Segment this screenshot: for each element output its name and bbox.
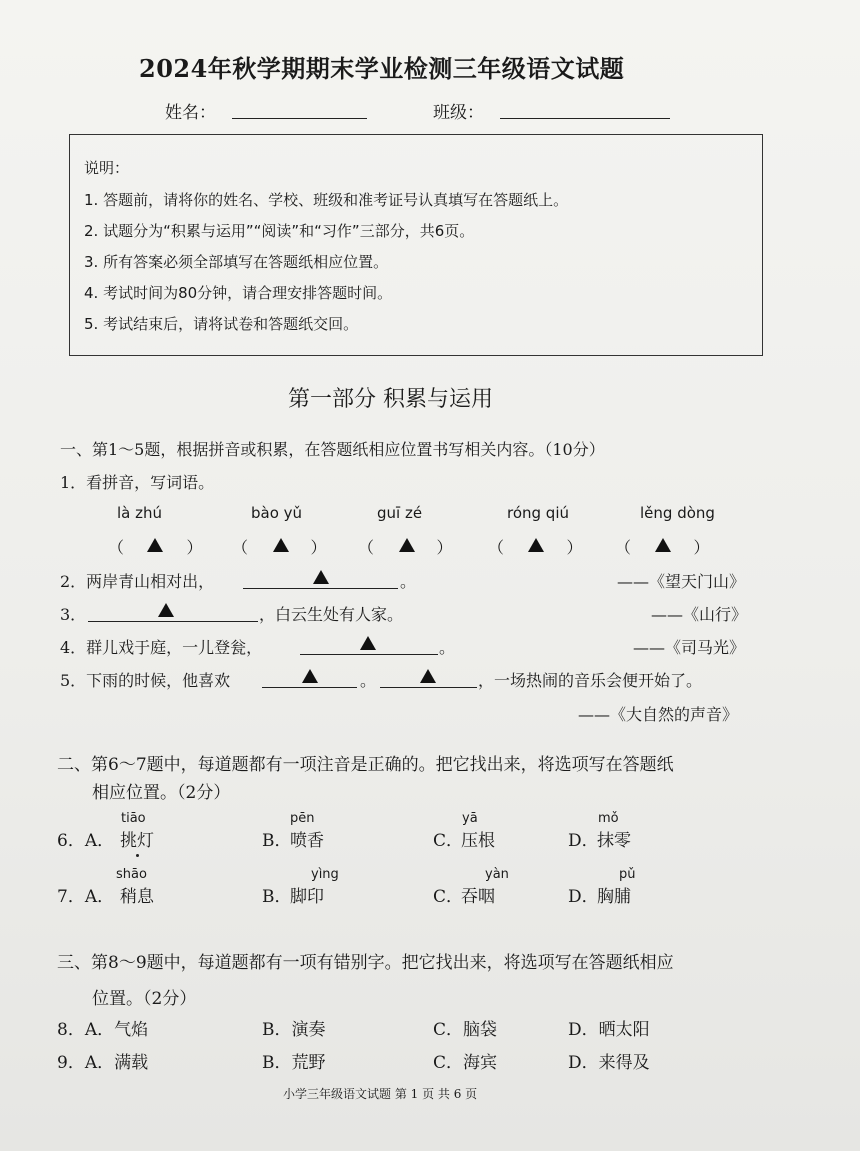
q7-a-word: 稍息 [120,887,154,907]
note-item: 5. 考试结束后，请将试卷和答题纸交回。 [84,315,359,333]
q1-text: 1．看拼音，写词语。 [60,473,215,492]
name-blank [232,118,367,119]
note-item: 1. 答题前，请将你的姓名、学校、班级和准考证号认真填写在答题纸上。 [84,191,569,209]
q6-b-pinyin: pēn [290,811,315,826]
q6-c-pinyin: yā [462,811,478,826]
answer-marker-triangle-icon [360,636,376,650]
note-item: 3. 所有答案必须全部填写在答题纸相应位置。 [84,253,389,271]
answer-bracket: （ ） [488,538,583,557]
answer-marker-triangle-icon [273,538,289,552]
q7-c-word: 吞咽 [461,887,495,907]
pinyin-1: là zhú [117,504,163,522]
q5-rest: ，一场热闹的音乐会便开始了。 [478,671,703,690]
answer-bracket: （ ） [615,538,710,557]
q5-text: 5．下雨的时候，他喜欢 [60,671,231,690]
q5-mid: 。 [360,671,377,690]
q3-rest: ，白云生处有人家。 [259,605,404,624]
q8-option-b: B．演奏 [262,1020,326,1040]
part1-title: 第一部分 积累与运用 [288,387,493,412]
sec2-heading: 二、第6～7题中，每道题都有一项注音是正确的。把它找出来，将选项写在答题纸 [57,755,674,775]
answer-bracket: （ ） [108,538,203,557]
q9-option-a: 9．A．满载 [57,1053,149,1073]
q6-a-pinyin: tiāo [121,811,146,826]
q9-option-b: B．荒野 [262,1053,326,1073]
sec3-heading-cont: 位置。（2分） [92,989,197,1009]
answer-marker-triangle-icon [313,570,329,584]
answer-marker-triangle-icon [655,538,671,552]
answer-bracket: （ ） [232,538,327,557]
q8-option-d: D．晒太阳 [568,1020,650,1040]
answer-marker-triangle-icon [420,669,436,683]
answer-marker-triangle-icon [399,538,415,552]
q6-number: 6．A． [57,831,115,851]
q7-a-pinyin: shāo [116,867,147,882]
q6-b-word: 喷香 [290,831,324,851]
q4-end: 。 [439,638,456,657]
q6-a-word [120,826,154,851]
q4-text: 4．群儿戏于庭，一儿登瓮， [60,638,263,657]
q7-b-label: B． [262,887,292,907]
q7-b-word: 脚印 [290,887,324,907]
pinyin-3: guī zé [377,504,423,522]
q6-c-word: 压根 [461,831,495,851]
name-label: 姓名： [165,103,216,123]
q6-b-label: B． [262,831,292,851]
q4-source: ——《司马光》 [633,638,746,657]
q7-c-pinyin: yàn [485,867,509,882]
pinyin-4: róng qiú [507,504,570,522]
q6-d-label: D． [568,831,599,851]
answer-marker-triangle-icon [528,538,544,552]
q7-b-pinyin: yìng [311,867,339,882]
q6-d-pinyin: mǒ [598,811,619,826]
q3-blank [88,621,258,622]
q7-d-pinyin: pǔ [619,867,636,882]
q2-end: 。 [400,572,417,591]
pinyin-2: bào yǔ [251,504,303,522]
q7-d-word: 胸脯 [597,887,631,907]
q7-d-label: D． [568,887,599,907]
q3-text: 3． [60,605,87,624]
q5-blank-2 [380,687,477,688]
class-blank [500,118,670,119]
answer-bracket: （ ） [358,538,453,557]
sec2-heading-cont: 相应位置。（2分） [92,783,231,803]
q7-c-label: C． [433,887,464,907]
answer-marker-triangle-icon [302,669,318,683]
q6-a-text: 挑灯 [120,831,154,851]
q5-blank-1 [262,687,357,688]
q9-option-d: D．来得及 [568,1053,650,1073]
answer-marker-triangle-icon [158,603,174,617]
q4-blank [300,654,438,655]
q6-c-label: C． [433,831,464,851]
q3-source: ——《山行》 [651,605,748,624]
q2-source: ——《望天门山》 [617,572,746,591]
note-item: 2. 试题分为“积累与运用”“阅读”和“习作”三部分，共6页。 [84,222,475,240]
q2-blank [243,588,398,589]
sec3-heading: 三、第8～9题中，每道题都有一项有错别字。把它找出来，将选项写在答题纸相应 [57,953,674,973]
q9-option-c: C．海宾 [433,1053,498,1073]
pinyin-5: lěng dòng [640,504,715,522]
page-footer: 小学三年级语文试题 第 1 页 共 6 页 [283,1087,478,1101]
answer-marker-triangle-icon [147,538,163,552]
note-item: 4. 考试时间为80分钟，请合理安排答题时间。 [84,284,393,302]
q6-d-word: 抹零 [597,831,631,851]
notes-heading: 说明： [84,159,130,177]
exam-title: 2024年秋学期期末学业检测三年级语文试题 [139,54,625,83]
q5-source: ——《大自然的声音》 [578,705,739,724]
class-label: 班级： [433,103,484,123]
q2-text: 2．两岸青山相对出， [60,572,215,591]
q8-option-a: 8．A．气焰 [57,1020,149,1040]
q7-number: 7．A． [57,887,115,907]
sec1-heading: 一、第1～5题，根据拼音或积累，在答题纸相应位置书写相关内容。（10分） [60,440,605,459]
q8-option-c: C．脑袋 [433,1020,498,1040]
